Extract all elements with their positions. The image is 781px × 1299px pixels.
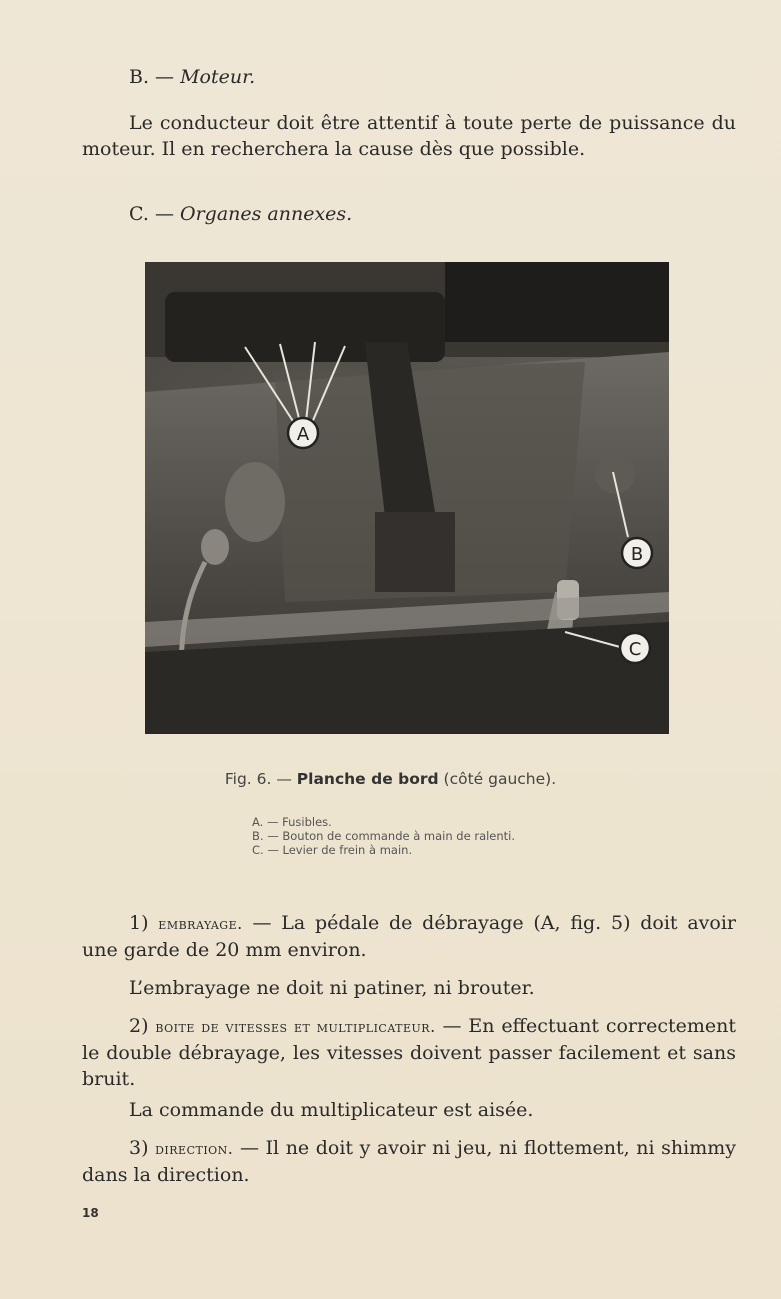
svg-text:B: B (630, 544, 644, 565)
item-direction: 3) direction. — Il ne doit y avoir ni jeu, ni flottement, ni shimmy dans la direction. (82, 1137, 736, 1186)
item-embrayage-note: L’embrayage ne doit ni patiner, ni brouter. (129, 977, 535, 999)
section-c-heading: C. — Organes annexes. (129, 203, 353, 225)
svg-text:C: C (628, 639, 642, 660)
figure-caption: Fig. 6. — Planche de bord (côté gauche). (224, 770, 557, 788)
callout-c (620, 633, 650, 663)
callout-b (622, 538, 652, 568)
section-b-heading: B. — Moteur. (129, 66, 256, 88)
dashboard-photo (145, 262, 669, 734)
legend-item-b: B. — Bouton de commande à main de ralenti. (252, 829, 516, 843)
paragraph-moteur: Le conducteur doit être attentif à toute perte de puissance du moteur. Il en recherchera la cause dès que possible. (82, 112, 736, 160)
item-boite-vitesses: 2) boite de vitesses et multiplicateur. — En effectuant correctement le double débrayage, les vitesses doivent passer facilement et sans bruit. (82, 1015, 736, 1090)
page-number: 18 (82, 1206, 99, 1220)
legend-item-a: A. — Fusibles. (252, 815, 332, 829)
item-embrayage: 1) embrayage. — La pédale de débrayage (A, fig. 5) doit avoir une garde de 20 mm environ. (82, 912, 736, 961)
legend-item-c: C. — Levier de frein à main. (252, 843, 413, 857)
callout-a (288, 418, 318, 448)
svg-text:A: A (296, 424, 310, 445)
figure-legend (252, 815, 515, 857)
item-multiplicateur-note: La commande du multiplicateur est aisée. (129, 1099, 534, 1121)
